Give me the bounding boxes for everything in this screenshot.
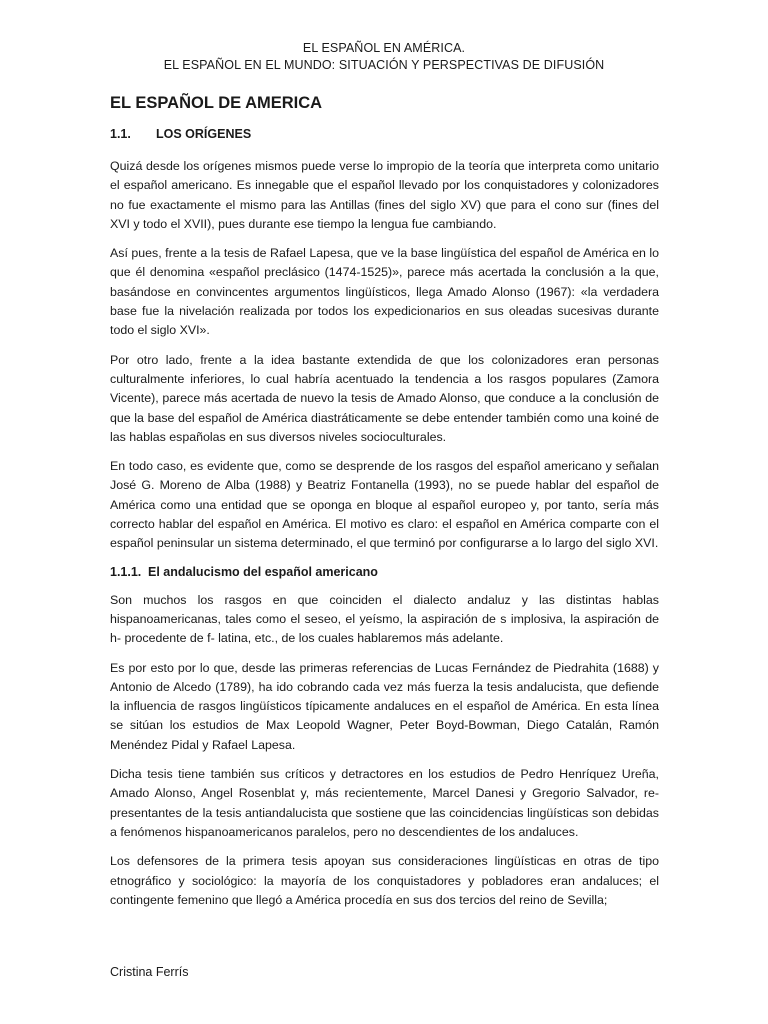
section-title: LOS ORÍGENES bbox=[156, 127, 252, 141]
header-line-1: EL ESPAÑOL EN AMÉRICA. bbox=[302, 41, 466, 55]
header-line-2: EL ESPAÑOL EN EL MUNDO: SITUACIÓN Y PERSPECTIVAS DE DIFUSIÓN bbox=[163, 58, 605, 72]
subsection-title: El andalucismo del español americano bbox=[148, 564, 378, 579]
paragraph: Los defensores de la primera tesis apoyan sus consideraciones lingüísticas en otras de tipo etnográfico y sociológico: la mayoría de los conquistadores y pobladores eran andaluces; el contingente femenino que llegó a América procedía en sus dos tercios del reino de Sevilla; bbox=[110, 854, 659, 907]
paragraph: Así pues, frente a la tesis de Rafael Lapesa, que ve la base lingüística del español de América en lo que él denomina «español preclásico (1474-1525)», parece más acertada la conclusión a la que, basándose en convincentes argumentos lingüísticos, llega Amado Alonso (1967): «la verdadera base fue la nivelación realizada por todos los expedicionarios en sus oleadas sucesivas durante todo el siglo XVI». bbox=[110, 246, 659, 338]
paragraph: Por otro lado, frente a la idea bastante extendida de que los colonizadores eran personas culturalmente inferiores, lo cual habría acentuado la tendencia a los rasgos populares (Zamora Vicente), parece más acertada de nuevo la tesis de Amado Alonso, que conduce a la conclusión de que la base del español de América diastráticamente se debe entender también como una koiné de las hablas españolas en sus diversos niveles socioculturales. bbox=[110, 352, 659, 444]
paragraph: En todo caso, es evidente que, como se desprende de los rasgos del español americano y señalan José G. Moreno de Alba (1988) y Beatriz Fontanella (1993), no se puede hablar del español de América como una entidad que se oponga en bloque al español europeo y, por tanto, sería más correcto hablar del español en América. El motivo es claro: el español en América comparte con el español peninsular un sistema determinado, el que terminó por configurarse a lo largo del siglo XVI. bbox=[110, 459, 659, 551]
chapter-title: EL ESPAÑOL DE AMERICA bbox=[110, 94, 323, 112]
page-footer bbox=[110, 964, 188, 981]
paragraph: Son muchos los rasgos en que coinciden el dialecto andaluz y las distintas hablas hispanoamericanas, tales como el seseo, el yeísmo, la aspiración de s implosiva, la aspiración de h- procedente de f- latina, etc., de los cuales hablaremos más adelante. bbox=[110, 592, 659, 646]
running-header bbox=[0, 40, 768, 74]
section-number: 1.1. bbox=[110, 127, 131, 141]
subsection-heading bbox=[110, 564, 659, 581]
subsection-number: 1.1.1. bbox=[110, 564, 142, 579]
paragraph: Quizá desde los orígenes mismos puede verse lo impropio de la teoría que interpreta como unitario el español americano. Es innegable que el español llevado por los conquistadores y colonizadores no fue exactamente el mismo para las Antillas (fines del siglo XV) que para el cono sur (fines del XVI y todo el XVII), pues durante ese tiempo la lengua fue cambiando. bbox=[110, 159, 659, 231]
paragraph: Dicha tesis tiene también sus críticos y detractores en los estudios de Pedro Henríquez Ureña, Amado Alonso, Angel Rosenblat y, más recientemente, Marcel Danesi y Gregorio Salvador, re-presentantes de la tesis antiandalucista que sostiene que las coincidencias lingüísticas son debidas a fenómenos hispanoamericanos paralelos, pero no descendientes de los andaluces. bbox=[110, 767, 659, 839]
paragraph: Es por esto por lo que, desde las primeras referencias de Lucas Fernández de Piedrahita (1688) y Antonio de Alcedo (1789), ha ido cobrando cada vez más fuerza la tesis andalucista, que defiende la influencia de rasgos lingüísticos típicamente andaluces en el español de América. En esta línea se sitúan los estudios de Max Leopold Wagner, Peter Boyd-Bowman, Diego Catalán, Ramón Menéndez Pidal y Rafael Lapesa. bbox=[110, 660, 659, 752]
page-body bbox=[110, 92, 659, 920]
footer-author: Cristina Ferrís bbox=[110, 965, 189, 979]
section-heading bbox=[110, 126, 659, 143]
